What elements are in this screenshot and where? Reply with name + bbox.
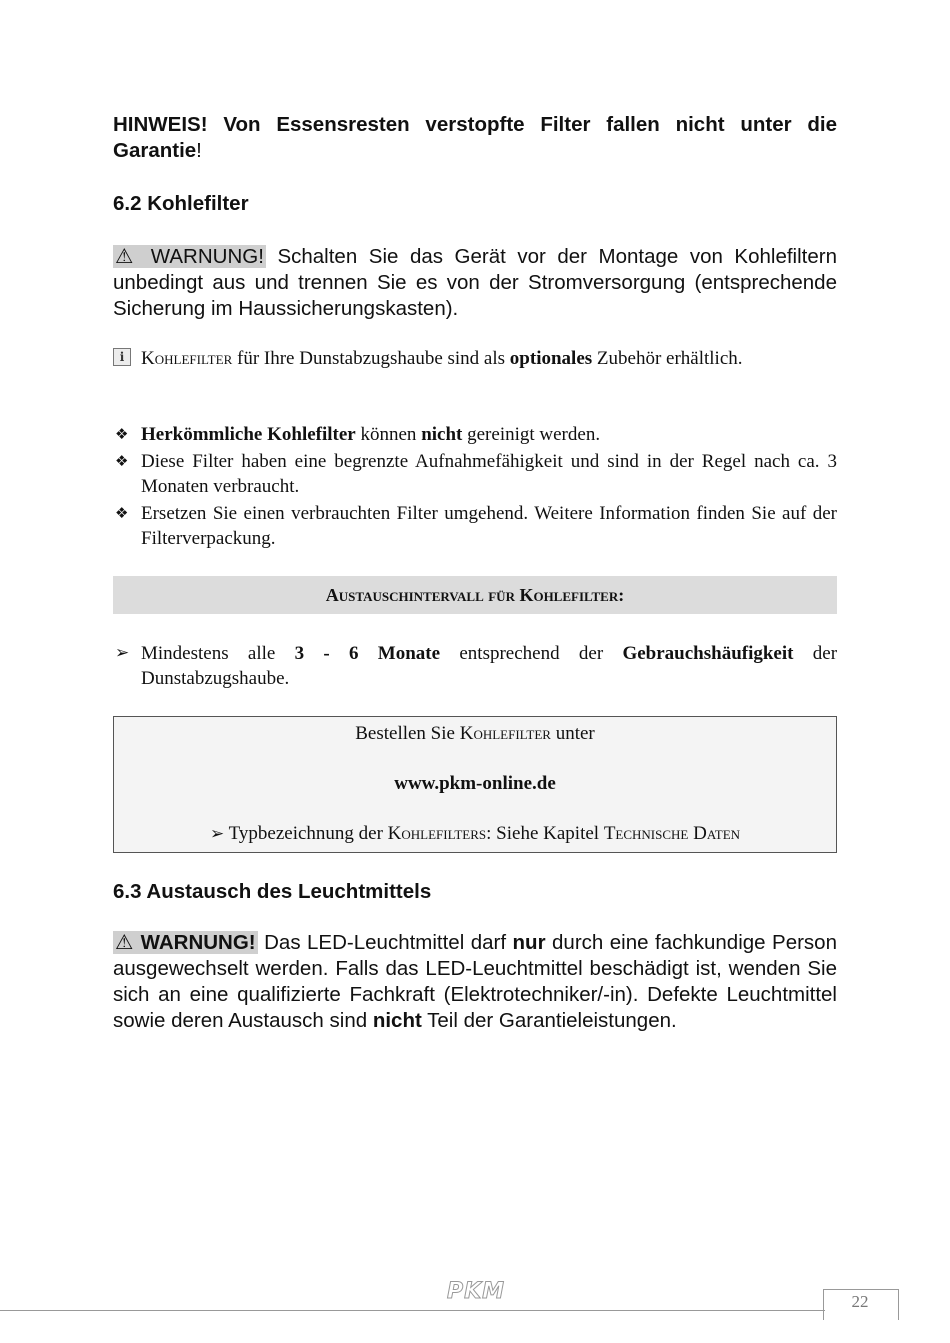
warning-text: durch eine fachkundige Person ausgewechselt werden. Falls das LED-Leuchtmittel beschädigt ist, wenden Sie sich an eine qualifizierte Fachkraft (Elektrotechniker/-in). Defekte Leuchtmittel sowie deren Austausch sind [113,931,837,1032]
warning-block-2 [113,930,837,1034]
interval-text: entsprechend der [459,643,604,664]
bullet-text: Diese Filter haben eine begrenzte Aufnahmefähigkeit und sind in der Regel nach ca. 3 Monaten verbraucht. [141,451,837,497]
interval-note [113,641,837,691]
info-note [113,346,837,371]
order-text: : Siehe Kapitel [486,823,600,844]
bullet-list [113,422,837,553]
warning-label-2 [113,931,258,954]
order-sc: Kohlefilter [459,723,551,744]
warning-triangle-icon: ⚠ [115,245,140,268]
info-bold: optionales [509,348,593,369]
warning-label-1 [113,245,266,268]
list-item [113,501,837,551]
warning-bold: nur [512,931,546,954]
interval-header: Austauschintervall für Kohlefilter: [113,576,837,614]
hinweis-label: HINWEIS! [113,113,208,136]
order-url[interactable]: www.pkm-online.de [394,773,556,794]
warning-text: Das LED-Leuchtmittel darf [264,931,507,954]
info-text2: Zubehör erhältlich. [596,348,743,369]
interval-bold: Gebrauchshäufigkeit [622,643,794,664]
warning-label-text: WARNUNG! [150,245,264,268]
order-box [113,716,837,853]
order-text: Bestellen Sie [355,723,455,744]
interval-bold: 3 - 6 Monate [294,643,441,664]
bullet-text: können [360,424,417,445]
arrow-bullet-icon: ➢ [209,824,225,844]
bullet-text: Ersetzen Sie einen verbrauchten Filter umgehend. Weitere Information finden Sie auf der Filterverpackung. [141,503,837,549]
hinweis-note [113,112,837,164]
warning-bold: nicht [372,1009,422,1032]
info-icon: i [113,348,131,366]
pkm-logo: PKM [447,1279,506,1304]
interval-text: der Dunstabzugshaube. [141,643,838,689]
section-6-3-heading: 6.3 Austausch des Leuchtmittels [113,880,432,903]
page-number: 22 [851,1292,869,1311]
order-sc: Technische Daten [603,823,741,844]
warning-label-text: WARNUNG! [140,931,256,954]
order-text: Typbezeichnung der [228,823,383,844]
diamond-bullet-icon: ❖ [115,504,129,522]
section-6-2-heading: 6.2 Kohlefilter [113,192,249,215]
footer-divider [0,1310,825,1311]
warning-text: Teil der Garantieleistungen. [427,1009,677,1032]
bullet-text: gereinigt werden. [467,424,601,445]
hinweis-text: Von Essensresten verstopfte Filter fallen nicht unter die Garantie [113,113,837,162]
diamond-bullet-icon: ❖ [115,452,129,470]
arrow-bullet-icon: ➢ [115,643,130,663]
warning-text-1: Schalten Sie das Gerät vor der Montage von Kohlefiltern unbedingt aus und trennen Sie es von der Stromversorgung (entsprechende Sicherung im Haussicherungskasten). [113,245,837,320]
interval-text: Mindestens alle [141,643,276,664]
list-item [113,422,837,447]
diamond-bullet-icon: ❖ [115,425,129,443]
bullet-bold: Herkömmliche Kohlefilter [141,424,356,445]
info-sc: Kohlefilter [141,348,233,369]
warning-triangle-icon: ⚠ [115,931,135,954]
hinweis-end: ! [196,139,202,162]
warning-block-1 [113,244,837,322]
bullet-bold: nicht [421,424,463,445]
order-text: unter [555,723,595,744]
info-text1: für Ihre Dunstabzugshaube sind als [237,348,506,369]
order-type-line [114,823,836,845]
order-line [114,723,836,745]
list-item [113,449,837,499]
order-sc: Kohlefilters [387,823,487,844]
